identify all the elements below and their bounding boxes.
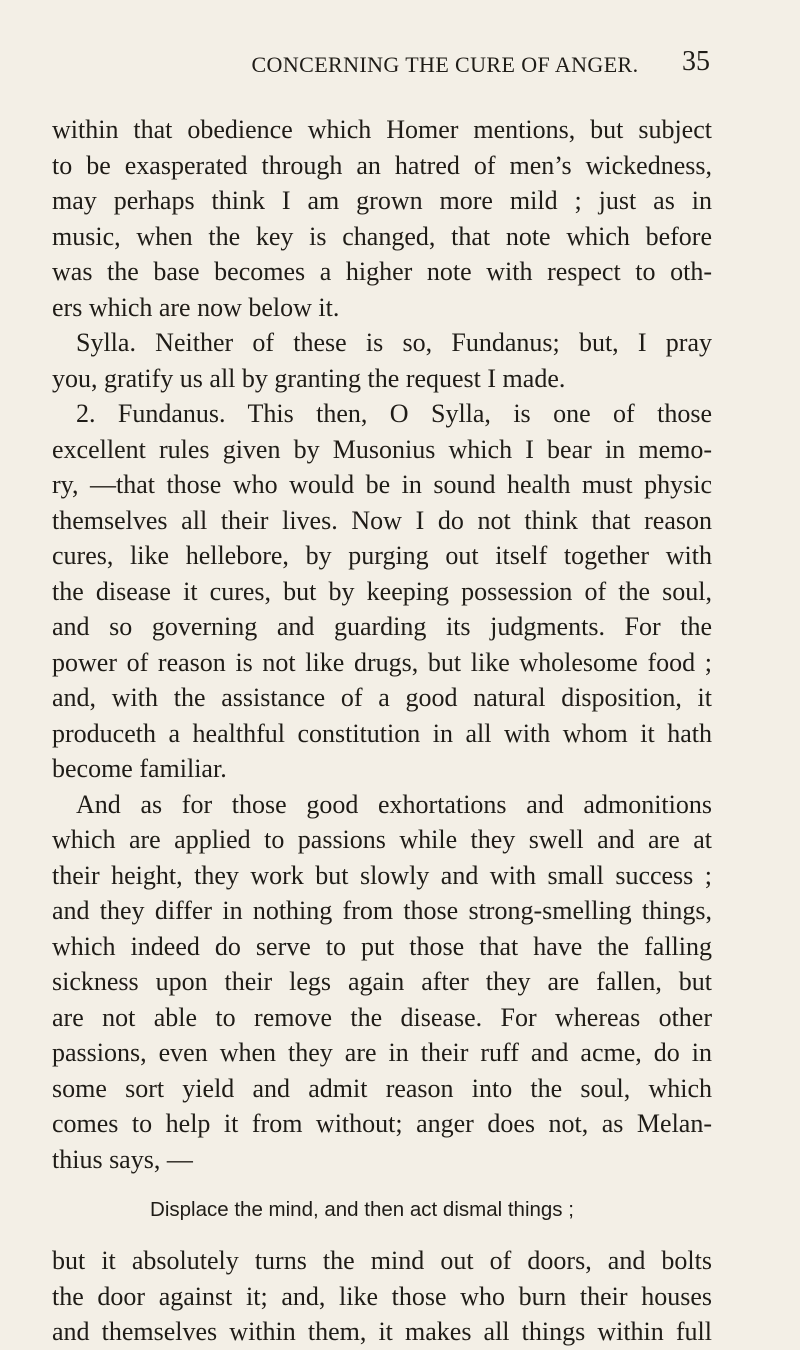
text-line: power of reason is not like drugs, but like wholesome food ; bbox=[52, 647, 712, 677]
running-title: CONCERNING THE CURE OF ANGER. bbox=[251, 52, 639, 77]
text-line: and, with the assistance of a good natural disposition, it bbox=[52, 683, 712, 712]
text-line: you, gratify us all by granting the request I made. bbox=[52, 363, 566, 393]
text-line: 2. Fundanus. This then, O Sylla, is one of those bbox=[76, 399, 712, 428]
text-line: which indeed do serve to put those that have the falling bbox=[52, 931, 712, 961]
text-line: and so governing and guarding its judgments. For the bbox=[52, 612, 712, 641]
text-line: to be exasperated through an hatred of men’s wickedness, bbox=[52, 150, 712, 180]
text-line: cures, like hellebore, by purging out itself together with bbox=[52, 541, 712, 570]
text-line: within that obedience which Homer mentions, but subject bbox=[52, 115, 712, 144]
page-header bbox=[180, 46, 710, 78]
text-line: which are applied to passions while they swell and are at bbox=[52, 825, 712, 854]
text-line: And as for those good exhortations and admonitions bbox=[76, 789, 712, 819]
text-line: ers which are now below it. bbox=[52, 292, 340, 322]
text-line: and they differ in nothing from those strong-smelling things, bbox=[52, 896, 712, 925]
text-line: their height, they work but slowly and with small success ; bbox=[52, 860, 712, 890]
text-line: passions, even when they are in their ruff and acme, do in bbox=[52, 1038, 712, 1067]
text-line: music, when the key is changed, that note which before bbox=[52, 221, 712, 251]
text-line: sickness upon their legs again after they are fallen, but bbox=[52, 967, 712, 996]
text-line: are not able to remove the disease. For whereas other bbox=[52, 1002, 712, 1032]
text-line: become familiar. bbox=[52, 754, 227, 783]
text-line: but it absolutely turns the mind out of doors, and bolts bbox=[52, 1246, 712, 1275]
text-line: comes to help it from without; anger does not, as Melan- bbox=[52, 1109, 712, 1138]
text-line: excellent rules given by Musonius which I bear in memo- bbox=[52, 434, 712, 464]
text-line: ry, —that those who would be in sound health must physic bbox=[52, 470, 712, 499]
text-line: may perhaps think I am grown more mild ; just as in bbox=[52, 186, 712, 215]
text-line: the disease it cures, but by keeping possession of the soul, bbox=[52, 576, 712, 606]
text-line: and themselves within them, it makes all things within full bbox=[52, 1317, 712, 1346]
text-line: was the base becomes a higher note with respect to oth- bbox=[52, 257, 712, 286]
text-line: some sort yield and admit reason into the soul, which bbox=[52, 1073, 712, 1103]
text-line: produceth a healthful constitution in all with whom it hath bbox=[52, 718, 712, 748]
text-line: the door against it; and, like those who burn their houses bbox=[52, 1281, 712, 1311]
text-line: Sylla. Neither of these is so, Fundanus; but, I pray bbox=[76, 328, 712, 357]
page-number: 35 bbox=[682, 46, 710, 77]
body-text bbox=[52, 112, 712, 1350]
text-line: thius says, — bbox=[52, 1144, 193, 1174]
verse-quotation: Displace the mind, and then act dismal things ; bbox=[150, 1198, 574, 1221]
text-line: themselves all their lives. Now I do not think that reason bbox=[52, 505, 712, 535]
